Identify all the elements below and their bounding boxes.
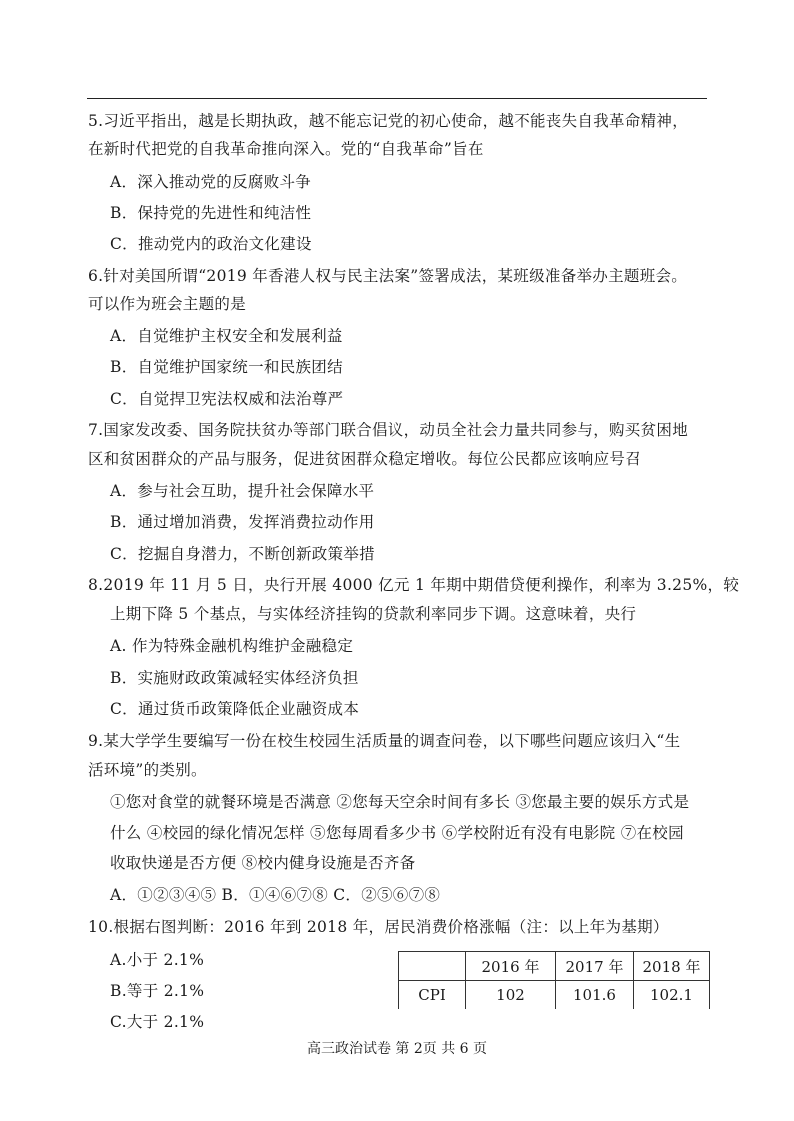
cpi-value-2016: 102 [466,981,556,1010]
q7-option-a: A．参与社会互助，提升社会保障水平 [110,482,375,500]
q9-stem-line2: 活环境”的类别。 [88,761,207,779]
q6-option-b: B．自觉维护国家统一和民族团结 [110,358,343,376]
header-rule [87,98,707,99]
q8-option-a: A. 作为特殊金融机构维护金融稳定 [110,637,354,655]
q8-stem-line1: 8.2019 年 11 月 5 日，央行开展 4000 亿元 1 年期中期借贷便利操作，利率为 3.25%，较 [88,576,740,594]
q5-stem-line2: 在新时代把党的自我革命推向深入。党的“自我革命”旨在 [88,140,484,158]
cpi-table-data-row [399,981,710,1010]
cpi-row-label: CPI [399,981,466,1010]
q5-option-c: C．推动党内的政治文化建设 [110,235,312,253]
q9-stem-line1: 9.某大学学生要编写一份在校生校园生活质量的调查问卷，以下哪些问题应该归入“生 [88,732,681,750]
cpi-table-header-2016: 2016 年 [466,952,556,981]
q7-stem-line2: 区和贫困群众的产品与服务，促进贫困群众稳定增收。每位公民都应该响应号召 [88,450,642,468]
q6-stem-line2: 可以作为班会主题的是 [88,295,247,313]
q5-stem-line1: 5.习近平指出，越是长期执政，越不能忘记党的初心使命，越不能丧失自我革命精神， [88,112,688,130]
page-footer: 高三政治试卷 第 2页 共 6 页 [306,1041,488,1057]
q9-items-line1: ①您对食堂的就餐环境是否满意 ②您每天空余时间有多长 ③您最主要的娱乐方式是 [110,793,690,811]
cpi-table-header-2017: 2017 年 [556,952,634,981]
q6-option-a: A．自觉维护主权安全和发展利益 [110,327,343,345]
q8-option-c: C．通过货币政策降低企业融资成本 [110,700,360,718]
q10-option-b: B.等于 2.1% [110,982,205,1000]
q10-option-c: C.大于 2.1% [110,1013,205,1031]
q6-option-c: C．自觉捍卫宪法权威和法治尊严 [110,390,344,408]
q5-option-b: B．保持党的先进性和纯洁性 [110,204,312,222]
q8-option-b: B．实施财政政策减轻实体经济负担 [110,669,359,687]
q9-options: A．①②③④⑤ B．①④⑥⑦⑧ C．②⑤⑥⑦⑧ [110,886,441,904]
cpi-table-corner-cell [399,952,466,981]
q6-stem-line1: 6.针对美国所谓“2019 年香港人权与民主法案”签署成法，某班级准备举办主题班会。 [88,267,688,285]
q5-option-a: A．深入推动党的反腐败斗争 [110,173,312,191]
cpi-value-2017: 101.6 [556,981,634,1010]
cpi-value-2018: 102.1 [634,981,710,1010]
cpi-table-header-2018: 2018 年 [634,952,710,981]
q9-items-line2: 什么 ④校园的绿化情况怎样 ⑤您每周看多少书 ⑥学校附近有没有电影院 ⑦在校园 [110,824,684,842]
q10-option-a: A.小于 2.1% [110,951,205,969]
cpi-table [398,951,710,1009]
q7-option-c: C．挖掘自身潜力，不断创新政策举措 [110,545,375,563]
q9-items-line3: 收取快递是否方便 ⑧校内健身设施是否齐备 [110,854,416,872]
q10-stem: 10.根据右图判断：2016 年到 2018 年，居民消费价格涨幅（注：以上年为基期） [88,918,669,936]
q7-stem-line1: 7.国家发改委、国务院扶贫办等部门联合倡议，动员全社会力量共同参与，购买贫困地 [88,421,688,439]
cpi-table-header-row [399,952,710,981]
q7-option-b: B．通过增加消费，发挥消费拉动作用 [110,513,375,531]
q8-stem-line2: 上期下降 5 个基点，与实体经济挂钩的贷款利率同步下调。这意味着，央行 [110,605,637,623]
